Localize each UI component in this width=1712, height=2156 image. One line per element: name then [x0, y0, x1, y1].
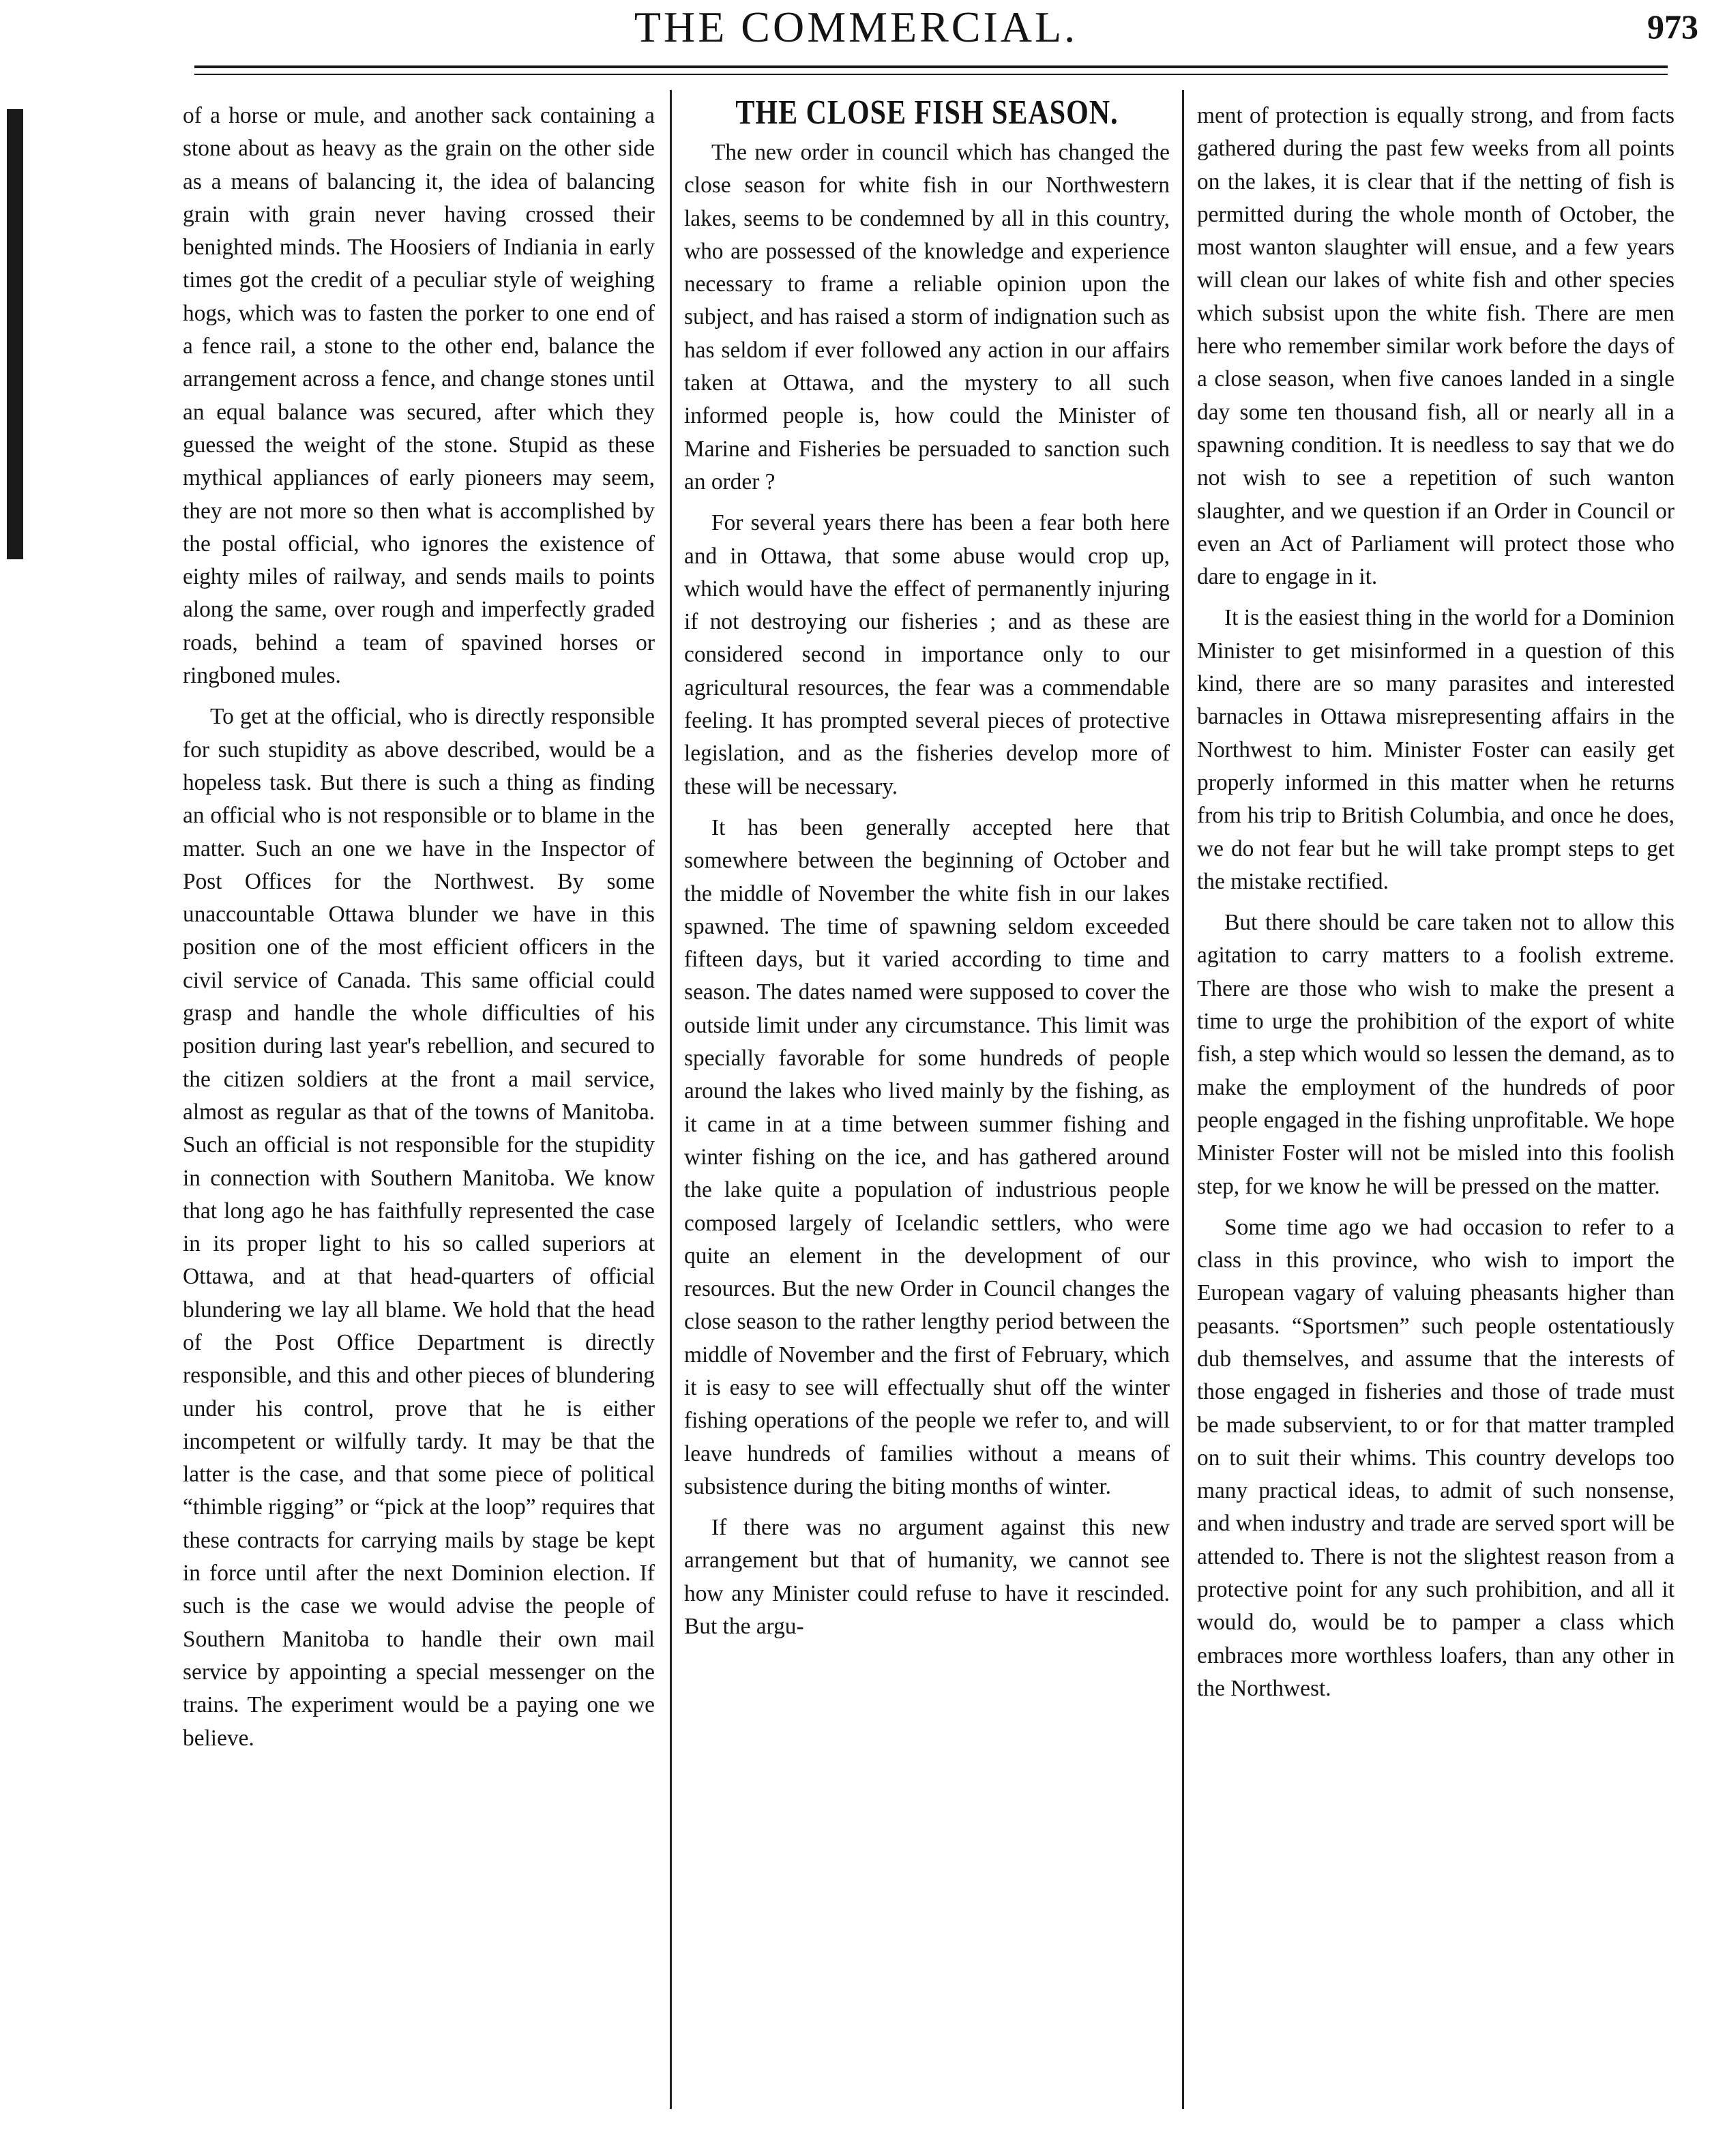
column-divider-left — [670, 90, 672, 2109]
column-two — [684, 94, 1170, 1643]
masthead-title: THE COMMERCIAL. — [634, 3, 1078, 51]
paragraph: But there should be care taken not to allow this agitation to carry matters to a foolish extreme. There are those who wish to make the present a time to urge the prohibition of the export of white fish, a step which would so lessen the demand, as to make the employment of the hundreds of poor people engaged in the fishing unprofitable. We hope Minister Foster will not be misled into this foolish step, for we know he will be pressed on the matter. — [1197, 910, 1674, 1199]
paragraph: It has been generally accepted here that somewhere between the beginning of October and the middle of November the white fish in our lakes spawned. The time of spawning seldom exceeded fifteen days, but it varied according to time and season. The dates named were supposed to cover the outside limit under any circumstance. This limit was specially favorable for some hundreds of people around the lakes who lived mainly by the fishing, as it came in at a time between summer fishing and winter fishing on the ice, and has gathered around the lake quite a population of industrious people composed largely of Icelandic settlers, who were quite an element in the development of our resources. But the new Order in Council changes the close season to the rather lengthy period between the middle of November and the first of February, which it is easy to see will effectually shut off the winter fishing operations of the people we refer to, and will leave hundreds of families without a means of subsistence during the biting months of winter. — [684, 814, 1170, 1499]
header-rule-thin — [194, 74, 1668, 75]
column-divider-right — [1182, 90, 1184, 2109]
paragraph: ment of protection is equally strong, and from facts gathered during the past few weeks from all points on the lakes, it is clear that if the netting of fish is permitted during the whole month of October, the most wanton slaughter will ensue, and a few years will clean our lakes of white fish and other species which subsist upon the white fish. There are men here who remember similar work before the days of a close season, when five canoes landed in a single day some ten thousand fish, all or nearly all in a spawning condition. It is needless to say that we do not wish to see a repetition of such wanton slaughter, and we question if an Order in Council or even an Act of Parliament will protect those who dare to engage in it. — [1197, 103, 1674, 590]
article-headline: THE CLOSE FISH SEASON. — [735, 94, 1119, 132]
paragraph: The new order in council which has changed the close season for white fish in our Northwestern lakes, seems to be condemned by all in this country, who are possessed of the knowledge and experience necessary to frame a reliable opinion upon the subject, and has raised a storm of indignation such as has seldom if ever followed any action in our affairs taken at Ottawa, and the mystery to all such informed people is, how could the Minister of Marine and Fisheries be persuaded to sanction such an order ? — [684, 140, 1170, 494]
paragraph: It is the easiest thing in the world for a Dominion Minister to get misinformed in a question of this kind, there are so many parasites and interested barnacles in Ottawa misrepresenting affairs in the Northwest to him. Minister Foster can easily get properly informed in this matter when he returns from his trip to British Columbia, and once he does, we do not fear but he will take prompt steps to get the mistake rectified. — [1197, 605, 1674, 894]
column-one — [183, 100, 655, 1755]
paragraph: To get at the official, who is directly responsible for such stupidity as above described, would be a hopeless task. But there is such a thing as finding an official who is not responsible or to blame in the matter. Such an one we have in the Inspector of Post Offices for the Northwest. By some unaccountable Ottawa blunder we have in this position one of the most efficient officers in the civil service of Canada. This same official could grasp and handle the whole difficulties of his position during last year's rebellion, and secured to the citizen soldiers at the front a mail service, almost as regular as that of the towns of Manitoba. Such an official is not responsible for the stupidity in connection with Southern Manitoba. We know that long ago he has faithfully represented the case in its proper light to his so called superiors at Ottawa, and at that head-quarters of official blundering we lay all blame. We hold that the head of the Post Office Department is directly responsible, and this and other pieces of blundering under his control, prove that he is either incompetent or wilfully tardy. It may be that the latter is the case, and that some piece of political “thimble rigging” or “pick at the loop” requires that these contracts for carrying mails by stage be kept in force until after the next Dominion election. If such is the case we would advise the people of Southern Manitoba to handle their own mail service by appointing a special messenger on the trains. The experiment would be a paying one we believe. — [183, 704, 655, 1751]
margin-binding-mark — [7, 109, 23, 559]
header-rule — [194, 65, 1668, 68]
paragraph: Some time ago we had occasion to refer to a class in this province, who wish to import the European vagary of valuing pheasants higher than peasants. “Sportsmen” such people ostentatiously dub themselves, and assume that the interests of those engaged in fisheries and those of trade must be made subservient, to or for that matter trampled on to suit their whims. This country develops too many practical ideas, to admit of such nonsense, and when industry and trade are served sport will be attended to. There is not the slightest reason from a protective point for any such prohibition, and all it would do, would be to pamper a class which embraces more worthless loafers, than any other in the Northwest. — [1197, 1214, 1674, 1701]
paragraph: For several years there has been a fear both here and in Ottawa, that some abuse would crop up, which would have the effect of permanently injuring if not destroying our fisheries ; and as these are considered second in importance only to our agricultural resources, the fear was a commendable feeling. It has prompted several pieces of protective legislation, and as the fisheries develop more of these will be necessary. — [684, 510, 1170, 799]
paragraph: If there was no argument against this new arrangement but that of humanity, we cannot see how any Minister could refuse to have it rescinded. But the argu- — [684, 1515, 1170, 1640]
paragraph: of a horse or mule, and another sack containing a stone about as heavy as the grain on the other side as a means of balancing it, the idea of balancing grain with grain never having crossed their benighted minds. The Hoosiers of Indiania in early times got the credit of a peculiar style of weighing hogs, which was to fasten the porker to one end of a fence rail, a stone to the other end, balance the arrangement across a fence, and change stones until an equal balance was secured, after which they guessed the weight of the stone. Stupid as these mythical appliances of early pioneers may seem, they are not more so then what is accomplished by the postal official, who ignores the existence of eighty miles of railway, and sends mails to points along the same, over rough and imperfectly graded roads, behind a team of spavined horses or ringboned mules. — [183, 103, 655, 689]
page-number: 973 — [1647, 8, 1698, 46]
column-three — [1197, 100, 1674, 1705]
